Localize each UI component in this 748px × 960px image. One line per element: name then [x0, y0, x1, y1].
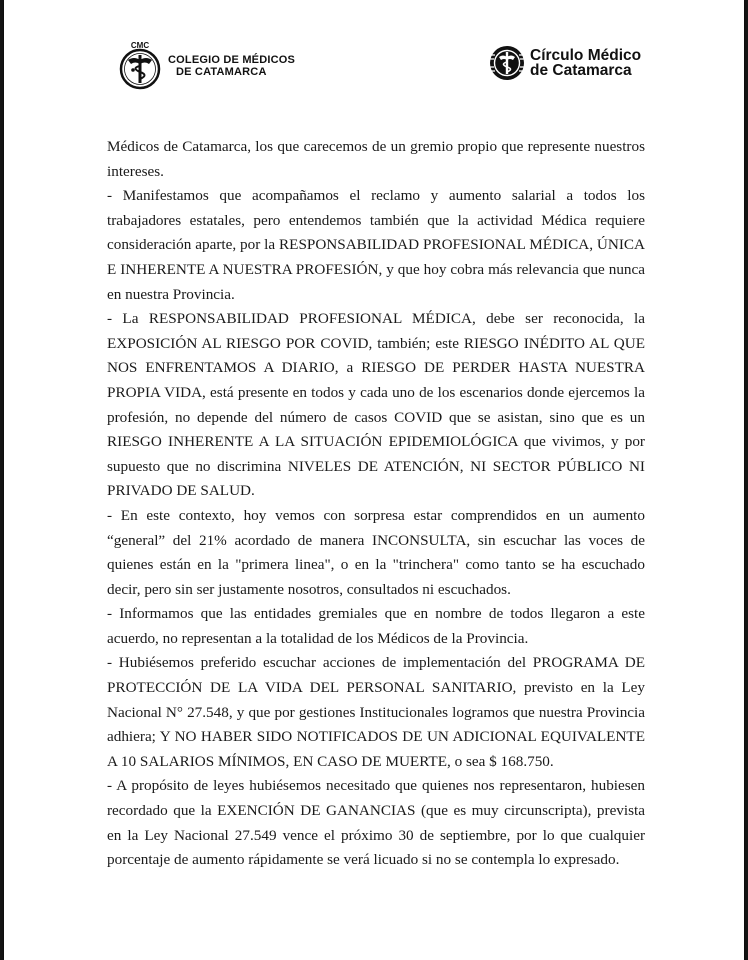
- paragraph-aumento-general: - En este contexto, hoy vemos con sorpresa estar comprendidos en un aumento “general” del 21% acordado de manera INCONSULTA, sin escuchar las voces de quienes están en la "primera linea", o en la "trinchera" como tanto se ha escuchado decir, pero sin ser justamente nosotros, consultados ni escuchados.: [107, 506, 645, 598]
- svg-text:CMC: CMC: [130, 41, 150, 50]
- circulo-name: [530, 48, 641, 78]
- colegio-name-line1: COLEGIO DE MÉDICOS: [168, 54, 296, 66]
- paragraph-entidades-gremiales: - Informamos que las entidades gremiales que en nombre de todos llegaron a este acuerdo, no representan a la totalidad de los Médicos de la Provincia.: [107, 605, 645, 647]
- colegio-name-line2: DE CATAMARCA: [176, 66, 267, 78]
- paragraph-responsabilidad: - La RESPONSABILIDAD PROFESIONAL MÉDICA, debe ser reconocida, la EXPOSICIÓN AL RIESGO POR COVID, también; este RIESGO INÉDITO AL QUE NOS ENFRENTAMOS A DIARIO, a RIESGO DE PERDER HASTA NUESTRA PROPIA VIDA, está presente en todos y cada uno de los escenarios donde ejercemos la profesión, no depende del número de casos COVID que se asistan, sino que es un RIESGO INHERENTE A LA SITUACIÓN EPIDEMIOLÓGICA que vivimos, y por supuesto que no discrimina NIVELES DE ATENCIÓN, NI SECTOR PÚBLICO NI PRIVADO DE SALUD.: [107, 310, 645, 500]
- document-page: [4, 0, 744, 960]
- letter-body: [107, 135, 645, 873]
- cmc-emblem-icon: [116, 38, 164, 90]
- paragraph-programa-proteccion: - Hubiésemos preferido escuchar acciones de implementación del PROGRAMA DE PROTECCIÓN DE LA VIDA DEL PERSONAL SANITARIO, previsto en la Ley Nacional N° 27.548, y que por gestiones Institucionales logramos que nuestra Provincia adhiera; Y NO HABER SIDO NOTIFICADOS DE UN ADICIONAL EQUIVALENTE A 10 SALARIOS MÍNIMOS, EN CASO DE MUERTE, o sea $ 168.750.: [107, 654, 645, 770]
- circulo-name-line1: Círculo Médico: [530, 47, 642, 64]
- letterhead: [4, 0, 744, 110]
- circulo-medico-logo: [488, 44, 658, 84]
- colegio-name: [168, 54, 295, 78]
- circulo-name-line2: de Catamarca: [530, 62, 632, 79]
- colegio-de-medicos-logo: [116, 38, 316, 98]
- circulo-emblem-icon: [488, 44, 526, 82]
- paragraph-reclamo-salarial: - Manifestamos que acompañamos el reclamo y aumento salarial a todos los trabajadores estatales, pero entendemos también que la actividad Médica requiere consideración aparte, por la RESPONSABILIDAD PROFESIONAL MÉDICA, ÚNICA E INHERENTE A NUESTRA PROFESIÓN, y que hoy cobra más relevancia que nunca en nuestra Provincia.: [107, 187, 645, 303]
- paragraph-intro: Médicos de Catamarca, los que carecemos de un gremio propio que represente nuestros intereses.: [107, 138, 645, 180]
- paragraph-exencion-ganancias: - A propósito de leyes hubiésemos necesitado que quienes nos representaron, hubiesen recordado que la EXENCIÓN DE GANANCIAS (que es muy circunscripta), prevista en la Ley Nacional 27.549 vence el próximo 30 de septiembre, por lo que cualquier porcentaje de aumento rápidamente se verá licuado si no se contempla lo expresado.: [107, 777, 645, 869]
